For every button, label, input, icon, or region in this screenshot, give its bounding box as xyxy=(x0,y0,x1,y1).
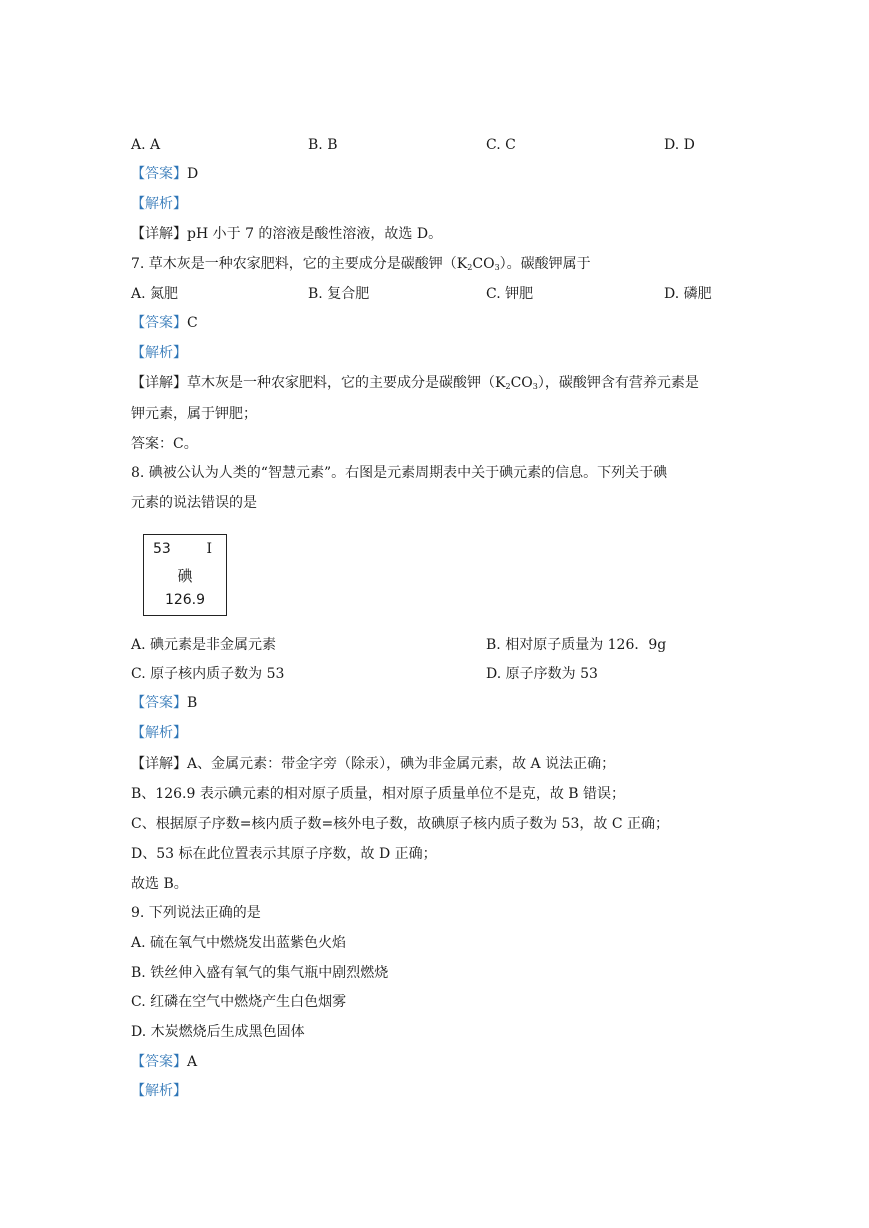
analysis-tag: 【解析】 xyxy=(131,345,187,361)
q7-option-b: B. 复合肥 xyxy=(308,286,370,302)
q7-option-d: D. 磷肥 xyxy=(664,286,712,302)
q7-answer xyxy=(131,313,198,333)
q7-detail-sub1: 2 xyxy=(505,382,511,391)
q7-option-c: C. 钾肥 xyxy=(486,286,534,302)
q8-answer xyxy=(131,693,197,713)
q8-option-b: B. 相对原子质量为 126．9g xyxy=(486,637,667,653)
answer-value: D xyxy=(187,166,199,182)
q7-stem-post: ）。碳酸钾属于 xyxy=(499,256,591,272)
q8-analysis xyxy=(131,723,187,743)
q6-option-b: B. B xyxy=(308,137,338,153)
q7-detail-mid: CO xyxy=(510,375,533,391)
atomic-mass: 126.9 xyxy=(164,592,206,608)
q9-option-c: C. 红磷在空气中燃烧产生白色烟雾 xyxy=(131,994,347,1010)
analysis-tag: 【解析】 xyxy=(131,196,187,212)
q8-conclusion: 故选 B。 xyxy=(131,876,188,892)
detail-text: A、金属元素：带金字旁（除汞），碘为非金属元素，故 A 说法正确； xyxy=(187,756,616,772)
q6-detail xyxy=(131,224,442,244)
q7-detail-sub2: 3 xyxy=(532,382,538,391)
element-name: 碘 xyxy=(177,567,193,585)
answer-tag: 【答案】 xyxy=(131,1054,187,1070)
q9-option-d: D. 木炭燃烧后生成黑色固体 xyxy=(131,1024,305,1040)
atomic-number: 53 xyxy=(153,541,171,557)
q9-answer xyxy=(131,1052,197,1072)
answer-value: B xyxy=(187,695,198,711)
analysis-tag: 【解析】 xyxy=(131,725,187,741)
q7-conclusion: 答案：C。 xyxy=(131,436,198,452)
element-card-iodine xyxy=(143,534,227,616)
element-symbol: I xyxy=(206,541,212,557)
q7-stem-pre: 7. 草木灰是一种农家肥料，它的主要成分是碳酸钾（K xyxy=(131,256,468,272)
q7-stem-sub2: 3 xyxy=(494,263,500,272)
q8-detail-line4: D、53 标在此位置表示其原子序数，故 D 正确； xyxy=(131,846,437,862)
q6-analysis xyxy=(131,194,187,214)
q6-answer xyxy=(131,164,198,184)
q9-option-a: A. 硫在氧气中燃烧发出蓝紫色火焰 xyxy=(131,935,347,951)
q7-analysis xyxy=(131,343,187,363)
answer-tag: 【答案】 xyxy=(131,166,187,182)
q7-detail-post: ），碳酸钾含有营养元素是 xyxy=(537,375,699,391)
detail-tag: 【详解】 xyxy=(131,226,187,242)
q6-option-a: A. A xyxy=(131,137,161,153)
q7-detail-line2: 钾元素，属于钾肥； xyxy=(131,406,257,422)
detail-tag: 【详解】 xyxy=(131,375,187,391)
answer-tag: 【答案】 xyxy=(131,695,187,711)
q6-option-d: D. D xyxy=(664,137,695,153)
q8-stem-line2: 元素的说法错误的是 xyxy=(131,495,257,511)
q8-option-d: D. 原子序数为 53 xyxy=(486,666,598,682)
q8-option-a: A. 碘元素是非金属元素 xyxy=(131,637,277,653)
answer-tag: 【答案】 xyxy=(131,315,187,331)
q8-detail-line3: C、根据原子序数=核内质子数=核外电子数，故碘原子核内质子数为 53，故 C 正确； xyxy=(131,816,670,832)
q8-option-c: C. 原子核内质子数为 53 xyxy=(131,666,285,682)
q7-stem-sub1: 2 xyxy=(467,263,473,272)
detail-tag: 【详解】 xyxy=(131,756,187,772)
q6-option-c: C. C xyxy=(486,137,516,153)
q8-detail-line2: B、126.9 表示碘元素的相对原子质量，相对原子质量单位不是克，故 B 错误； xyxy=(131,786,626,802)
analysis-tag: 【解析】 xyxy=(131,1083,187,1099)
q7-detail-pre: 草木灰是一种农家肥料，它的主要成分是碳酸钾（K xyxy=(187,375,506,391)
q7-stem-mid: CO xyxy=(472,256,495,272)
q9-stem: 9. 下列说法正确的是 xyxy=(131,905,261,921)
q9-option-b: B. 铁丝伸入盛有氧气的集气瓶中剧烈燃烧 xyxy=(131,965,389,981)
q7-option-a: A. 氮肥 xyxy=(131,286,179,302)
answer-value: C xyxy=(187,315,198,331)
q7-detail xyxy=(131,373,699,397)
answer-value: A xyxy=(187,1054,198,1070)
q7-stem xyxy=(131,254,591,278)
detail-text: pH 小于 7 的溶液是酸性溶液，故选 D。 xyxy=(187,226,443,242)
q8-detail-line1 xyxy=(131,754,615,774)
q9-analysis xyxy=(131,1081,187,1101)
q8-stem-line1: 8. 碘被公认为人类的“智慧元素”。右图是元素周期表中关于碘元素的信息。下列关于碘 xyxy=(131,465,668,481)
